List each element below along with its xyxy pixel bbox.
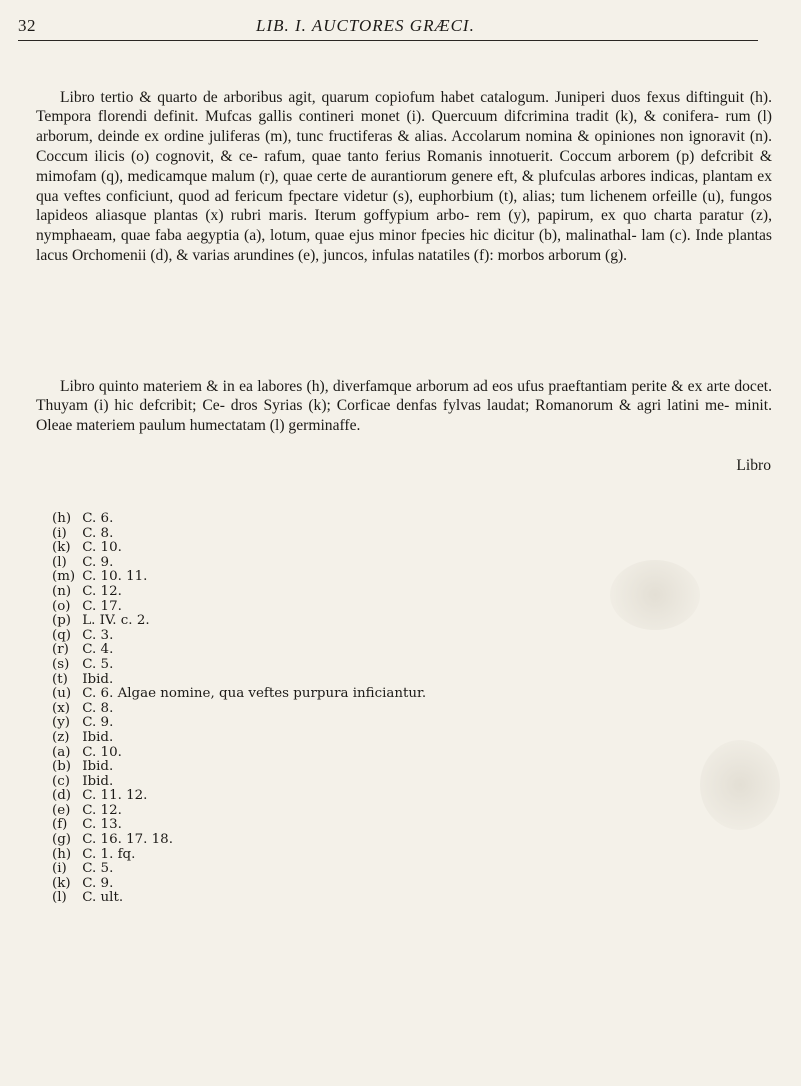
header-rule (18, 40, 758, 41)
footnote-label: (h) (52, 846, 72, 862)
running-header (18, 16, 758, 38)
footnote-text: L. IV. c. 2. (82, 613, 150, 629)
footnote (52, 760, 772, 775)
footnote-text: C. 9. (82, 715, 114, 731)
footnote-label: (i) (52, 861, 67, 877)
footnote-label: (l) (52, 554, 67, 570)
footnote-text: Ibid. (82, 671, 114, 687)
footnote-text: C. 6. Algae nomine, qua veftes purpura inficiantur. (82, 686, 427, 702)
footnote-label: (i) (52, 525, 67, 541)
footnote-text: C. 5. (82, 656, 114, 672)
running-title: LIB. I. AUCTORES GRÆCI. (256, 16, 475, 35)
footnote (52, 658, 772, 673)
footnote (52, 541, 772, 556)
paragraph-book-three-four: Libro tertio & quarto de arboribus agit, quarum copiofum habet catalogum. Juniperi duos fexus diftinguit (h). Tempora florendi definit. Mufcas gallis contineri monet (i). Quercuum difcrimina tradit (k), & conifera- rum (l) arborum, deinde ex ordine juliferas (m), tunc fructiferas & alias. Accolarum nomina & opiniones non ignoravit (n). Coccum ilicis (o) cognovit, & ce- rafum, quae tanto ferius Romanis innotuerit. Coccum arborem (p) defcribit & mimofam (q), medicamque malum (r), quae certe de aurantiorum genere eft, & plufculas arbores indicas, plantam ex qua veftes conficiunt, quod ad fericum fpectare videtur (s), euphorbium (t), alias; tum lichenem orfeille (u), fungos lapideos aliasque plantas (x) rubri maris. Iterum goffypium arbo- rem (y), papirum, ex quo charta paratur (z), nymphaeam, quae faba aegyptia (a), lotum, quae ejus minor fpecies hic dicitur (b), malinathal- lam (c). Inde plantas lacus Orchomenii (d), & varias arundines (e), juncos, infulas natatiles (f): morbos arborum (g). (36, 88, 772, 264)
footnote-label: (n) (52, 583, 72, 599)
footnote-label: (x) (52, 700, 71, 716)
footnote-text: C. 9. (82, 875, 114, 891)
footnote-label: (a) (52, 744, 71, 760)
footnote (52, 643, 772, 658)
footnote (52, 877, 772, 892)
footnote-label: (d) (52, 788, 72, 804)
footnote (52, 527, 772, 542)
footnote-text: C. ult. (82, 890, 124, 906)
footnote-label: (z) (52, 729, 70, 745)
footnote (52, 702, 772, 717)
footnote (52, 891, 772, 906)
footnote-label: (e) (52, 802, 71, 818)
footnote-label: (c) (52, 773, 70, 789)
footnote (52, 556, 772, 571)
footnote-text: C. 9. (82, 554, 114, 570)
paragraph-book-five: Libro quinto materiem & in ea labores (h), diverfamque arborum ad eos ufus praeftantiam perite & ex arte docet. Thuyam (i) hic defcribit; Ce- dros Syrias (k); Corficae denfas fylvas laudat; Romanorum & agri latini me- minit. Oleae materiem paulum humectatam (l) germinaffe. (36, 377, 772, 435)
footnote-text: C. 12. (82, 583, 122, 599)
footnote-label: (k) (52, 875, 71, 891)
footnote-label: (r) (52, 642, 69, 658)
footnote (52, 687, 772, 702)
footnote-text: Ibid. (82, 759, 114, 775)
footnote-label: (l) (52, 890, 67, 906)
footnote (52, 818, 772, 833)
footnote (52, 731, 772, 746)
footnote-label: (q) (52, 627, 72, 643)
footnote (52, 585, 772, 600)
page-number: 32 (18, 16, 36, 35)
footnote (52, 804, 772, 819)
footnote-label: (m) (52, 569, 76, 585)
footnotes (52, 512, 772, 906)
footnote-text: C. 16. 17. 18. (82, 832, 173, 848)
footnote-label: (o) (52, 598, 71, 614)
footnote-label: (f) (52, 817, 68, 833)
footnote-text: C. 5. (82, 861, 114, 877)
footnote-label: (t) (52, 671, 68, 687)
footnote-text: Ibid. (82, 729, 114, 745)
footnote-text: C. 11. 12. (82, 788, 148, 804)
footnote (52, 775, 772, 790)
footnote (52, 600, 772, 615)
footnote-label: (p) (52, 613, 72, 629)
footnote-label: (k) (52, 540, 71, 556)
footnote (52, 614, 772, 629)
footnote-text: C. 8. (82, 525, 114, 541)
footnote-label: (g) (52, 832, 72, 848)
footnote (52, 848, 772, 863)
footnote-text: C. 8. (82, 700, 114, 716)
footnote-label: (s) (52, 656, 70, 672)
footnote-text: C. 10. 11. (82, 569, 148, 585)
footnote-label: (u) (52, 686, 72, 702)
footnote-text: C. 4. (82, 642, 114, 658)
footnote-label: (y) (52, 715, 71, 731)
footnote (52, 789, 772, 804)
footnote (52, 746, 772, 761)
footnote-text: C. 17. (82, 598, 122, 614)
footnote-text: C. 10. (82, 744, 122, 760)
footnote (52, 673, 772, 688)
footnote (52, 862, 772, 877)
footnote-text: C. 1. fq. (82, 846, 136, 862)
footnote-text: C. 12. (82, 802, 122, 818)
footnote-label: (h) (52, 511, 72, 526)
footnote-label: (b) (52, 759, 72, 775)
footnote (52, 716, 772, 731)
footnote-text: C. 10. (82, 540, 122, 556)
footnote (52, 833, 772, 848)
footnote (52, 629, 772, 644)
footnote-text: C. 3. (82, 627, 114, 643)
footnote-text: Ibid. (82, 773, 114, 789)
footnote (52, 512, 772, 527)
footnote-text: C. 6. (82, 511, 114, 526)
catchword: Libro (736, 457, 771, 474)
footnote (52, 570, 772, 585)
footnote-text: C. 13. (82, 817, 122, 833)
